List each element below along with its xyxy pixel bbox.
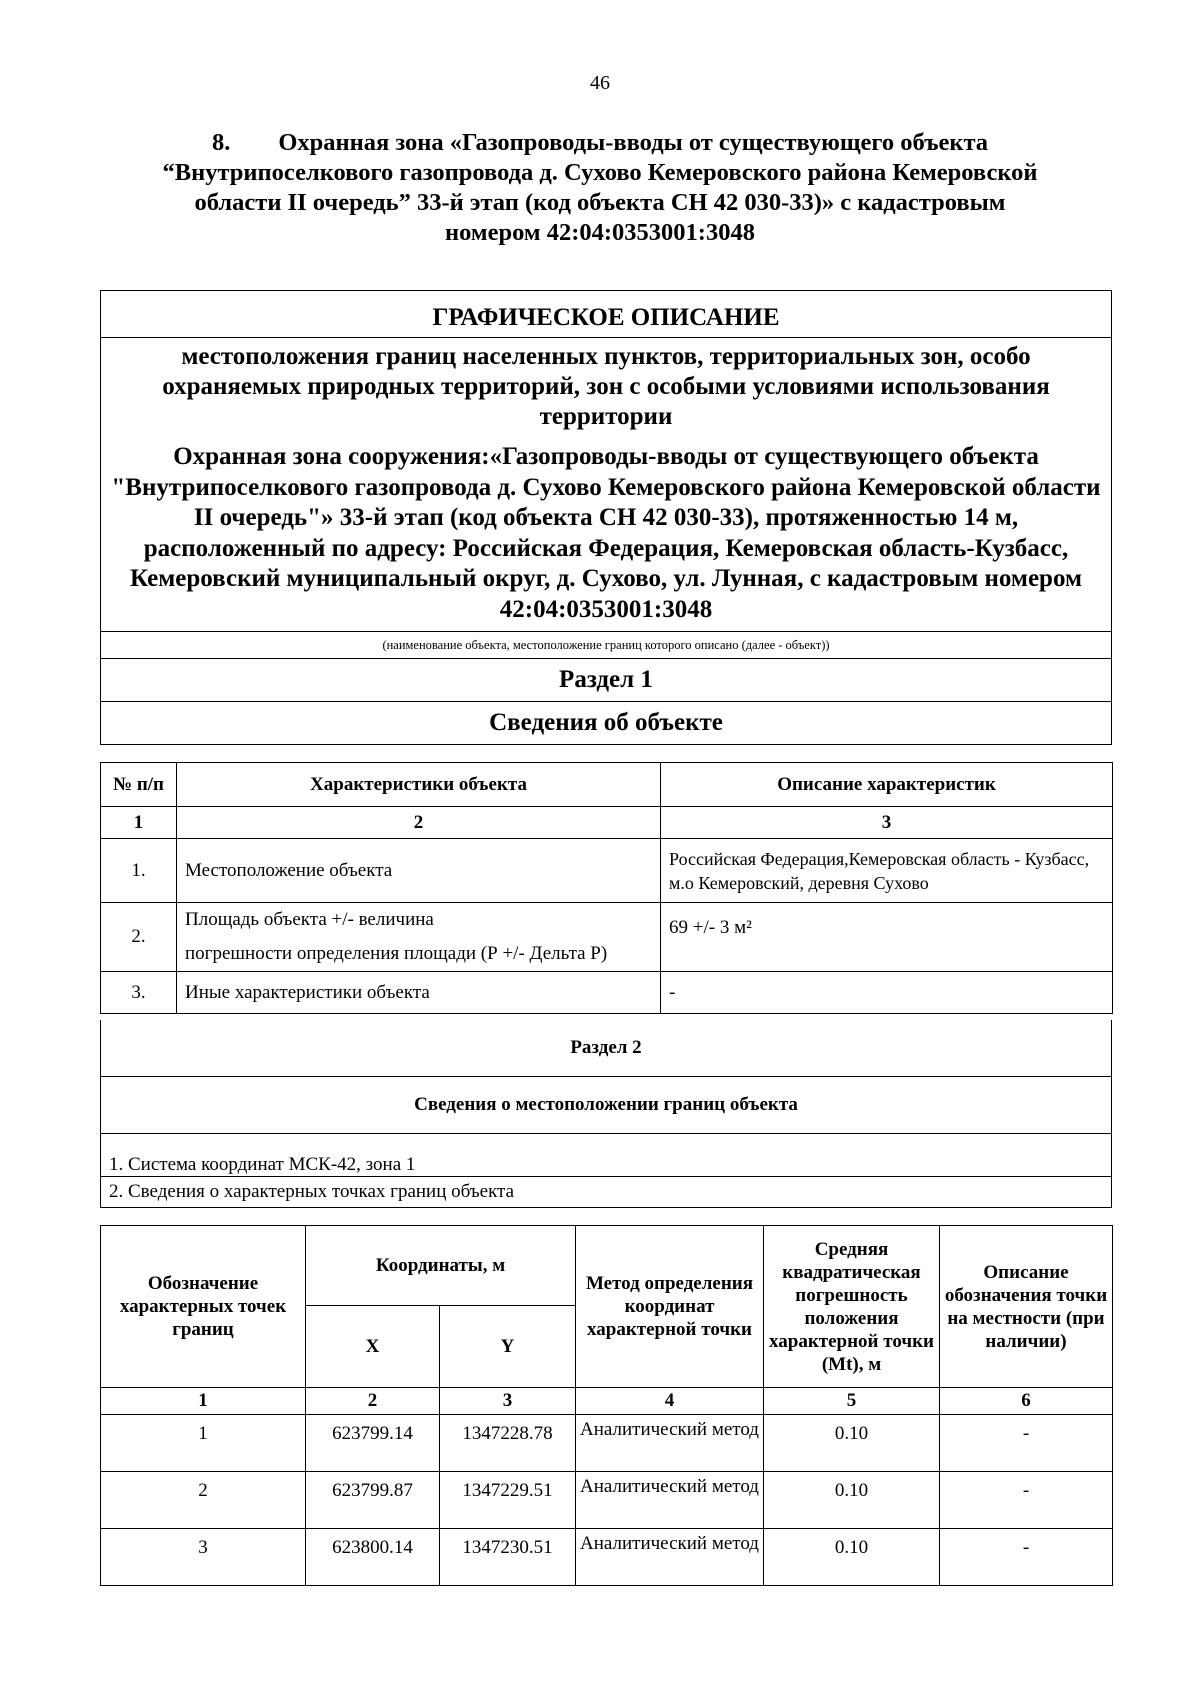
col-num-6: 6 — [940, 1388, 1113, 1415]
point-marking: - — [940, 1529, 1113, 1586]
header-method: Метод определения координат характерной точки — [576, 1226, 764, 1388]
row-description: 69 +/- 3 м² — [661, 903, 1113, 972]
point-x: 623799.87 — [306, 1472, 440, 1529]
header-characteristic: Характеристики объекта — [177, 763, 661, 807]
point-id: 1 — [101, 1415, 306, 1472]
section2-title: Раздел 2 — [101, 1020, 1112, 1077]
page-number: 46 — [590, 72, 610, 94]
points-table — [100, 1225, 1113, 1586]
section1-subtitle: Сведения об объекте — [101, 702, 1112, 745]
col-num-4: 4 — [576, 1388, 764, 1415]
header-num: № п/п — [101, 763, 177, 807]
row-num: 1. — [101, 839, 177, 903]
point-method: Аналитический метод — [576, 1415, 764, 1472]
col-num-5: 5 — [764, 1388, 940, 1415]
col-num-2: 2 — [177, 807, 661, 839]
point-error: 0.10 — [764, 1415, 940, 1472]
point-method: Аналитический метод — [576, 1472, 764, 1529]
coord-system: 1. Система координат МСК-42, зона 1 — [101, 1134, 1112, 1177]
heading-line-1: Охранная зона «Газопроводы-вводы от существующего объекта — [278, 129, 989, 156]
table-row — [101, 903, 1113, 972]
header-y: Y — [440, 1306, 576, 1388]
col-num-1: 1 — [101, 807, 177, 839]
row-characteristic — [177, 903, 661, 972]
table-row — [101, 839, 1113, 903]
row-characteristic-line-2: погрешности определения площади (Р +/- Дельта Р) — [185, 943, 608, 964]
table-row — [101, 1472, 1113, 1529]
graphic-description-table — [100, 290, 1112, 745]
header-coordinates: Координаты, м — [306, 1226, 576, 1306]
point-x: 623799.14 — [306, 1415, 440, 1472]
object-note: (наименование объекта, местоположение границ которого описано (далее - объект)) — [101, 632, 1112, 659]
col-num-3: 3 — [661, 807, 1113, 839]
point-id: 3 — [101, 1529, 306, 1586]
heading-line-2: “Внутрипоселкового газопровода д. Сухово Кемеровского района Кемеровской — [162, 159, 1038, 186]
table-row — [101, 972, 1113, 1014]
col-num-1: 1 — [101, 1388, 306, 1415]
document-heading — [140, 128, 1060, 248]
row-num: 2. — [101, 903, 177, 972]
point-error: 0.10 — [764, 1472, 940, 1529]
header-description: Описание характеристик — [661, 763, 1113, 807]
point-marking: - — [940, 1415, 1113, 1472]
header-error: Средняя квадратическая погрешность положения характерной точки (Mt), м — [764, 1226, 940, 1388]
section2-subtitle: Сведения о местоположении границ объекта — [101, 1077, 1112, 1134]
section1-title: Раздел 1 — [101, 659, 1112, 702]
row-characteristic-line-1: Площадь объекта +/- величина — [185, 909, 434, 930]
row-num: 3. — [101, 972, 177, 1014]
table-row — [101, 1529, 1113, 1586]
col-num-2: 2 — [306, 1388, 440, 1415]
graphic-subtitle: местоположения границ населенных пунктов, территориальных зон, особо охраняемых природных территорий, зон с особыми условиями использования территории — [101, 338, 1112, 439]
table-row — [101, 1415, 1113, 1472]
header-marking: Описание обозначения точки на местности (при наличии) — [940, 1226, 1113, 1388]
row-characteristic: Иные характеристики объекта — [177, 972, 661, 1014]
graphic-title: ГРАФИЧЕСКОЕ ОПИСАНИЕ — [101, 291, 1112, 338]
point-marking: - — [940, 1472, 1113, 1529]
section1-table — [100, 762, 1113, 1014]
heading-number: 8. — [211, 129, 231, 156]
point-id: 2 — [101, 1472, 306, 1529]
header-x: X — [306, 1306, 440, 1388]
heading-line-4: номером 42:04:0353001:3048 — [445, 219, 755, 246]
row-characteristic: Местоположение объекта — [177, 839, 661, 903]
section2-header-table — [100, 1020, 1112, 1208]
point-y: 1347228.78 — [440, 1415, 576, 1472]
col-num-3: 3 — [440, 1388, 576, 1415]
object-description: Охранная зона сооружения:«Газопроводы-вводы от существующего объекта "Внутрипоселкового газопровода д. Сухово Кемеровского района Кемеровской области II очередь"» 33-й этап (код объекта СН 42 030-33), протяженностью 14 м, расположенный по адресу: Российская Федерация, Кемеровская область-Кузбасс, Кемеровский муниципальный округ, д. Сухово, ул. Лунная, с кадастровым номером 42:04:0353001:3048 — [101, 438, 1112, 632]
points-caption: 2. Сведения о характерных точках границ объекта — [101, 1177, 1112, 1208]
point-y: 1347230.51 — [440, 1529, 576, 1586]
row-description: - — [661, 972, 1113, 1014]
point-x: 623800.14 — [306, 1529, 440, 1586]
point-method: Аналитический метод — [576, 1529, 764, 1586]
header-designation: Обозначение характерных точек границ — [101, 1226, 306, 1388]
point-y: 1347229.51 — [440, 1472, 576, 1529]
point-error: 0.10 — [764, 1529, 940, 1586]
heading-line-3: области II очередь” 33-й этап (код объекта СН 42 030-33)» с кадастровым — [194, 189, 1006, 216]
row-description: Российская Федерация,Кемеровская область - Кузбасс, м.о Кемеровский, деревня Сухово — [661, 839, 1113, 903]
